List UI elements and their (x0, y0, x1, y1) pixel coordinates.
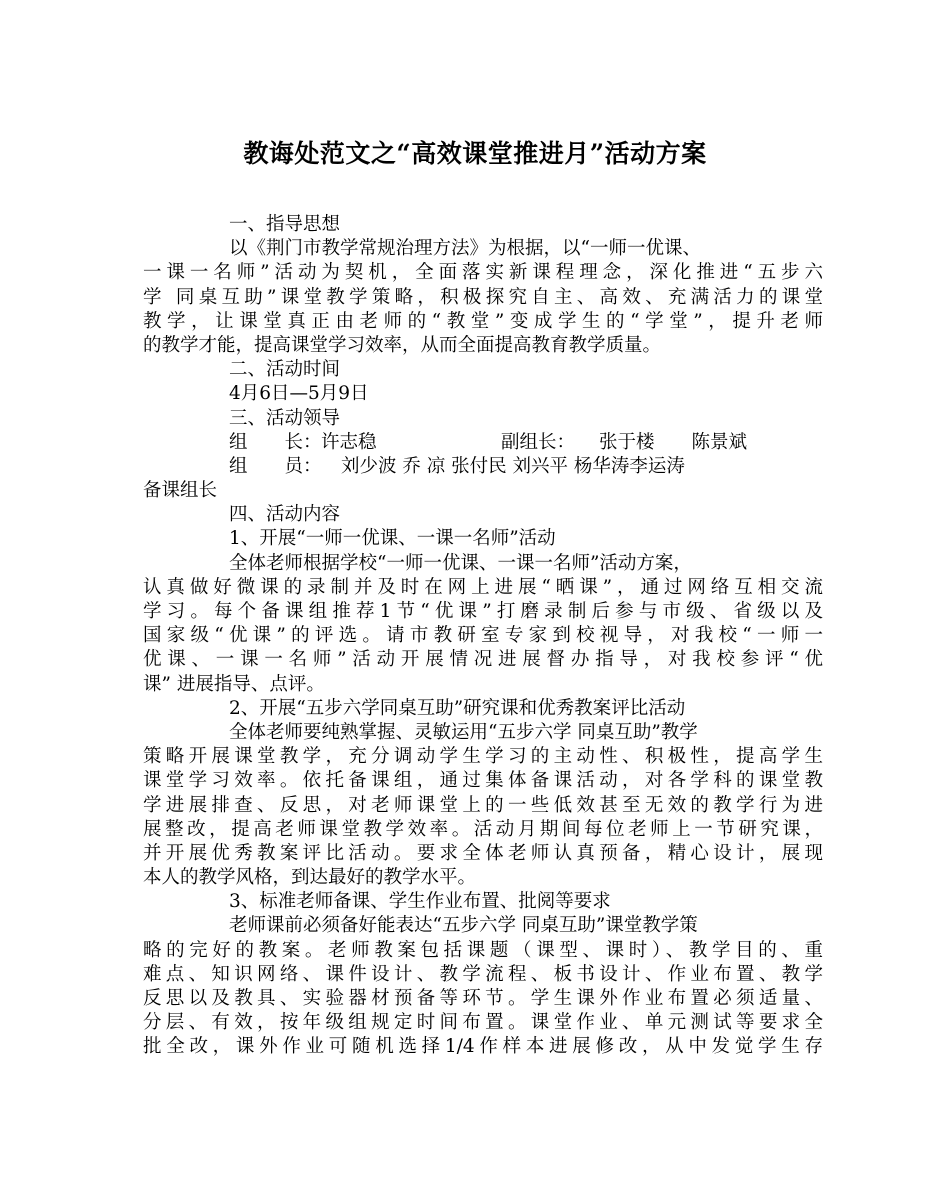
paragraph-line: 本人的教学风格，到达最好的教学水平。 (143, 867, 477, 889)
leader-row (143, 431, 823, 455)
item-heading: 2、开展“五步六学同桌互助”研究课和优秀教案评比活动 (229, 697, 686, 719)
paragraph-line: 课” 进展指导、点评。 (143, 673, 325, 695)
members-names: 刘少波 乔 凉 张付民 刘兴平 杨华涛李运涛 (341, 455, 685, 477)
paragraph-line: 一课一名师”活动为契机，全面落实新课程理念，深化推进“五步六 (143, 262, 823, 284)
paragraph-line: 老师课前必须备好能表达“五步六学 同桌互助”课堂教学策 (229, 915, 698, 937)
paragraph-line: 认真做好微课的录制并及时在网上进展“晒课”，通过网络互相交流 (143, 576, 823, 598)
paragraph-line: 反思以及教具、实验器材预备等环节。学生课外作业布置必须适量、 (143, 988, 823, 1009)
members-continued: 备课组长 (143, 480, 218, 502)
item-heading: 3、标准老师备课、学生作业布置、批阅等要求 (229, 891, 611, 913)
paragraph-line: 以《荆门市教学常规治理方法》为根据，以“一师一优课、 (229, 238, 701, 260)
leader-label: 组 长： (229, 431, 322, 453)
activity-time: 4月6日—5月9日 (229, 383, 369, 405)
paragraph-line: 分层、有效，按年级组规定时间布置。课堂作业、单元测试等要求全 (143, 1012, 823, 1034)
document-title: 教诲处范文之“高效课堂推进月”活动方案 (243, 139, 707, 168)
paragraph-line: 学进展排查、反思，对老师课堂上的一些低效甚至无效的教学行为进 (143, 794, 823, 816)
paragraph-line: 学习。每个备课组推荐1节“优课”打磨录制后参与市级、省级以及 (143, 601, 823, 622)
deputy-names: 张于楼 陈景斌 (599, 431, 748, 453)
members-label: 组 员： (229, 455, 322, 477)
leader-name: 许志稳 (321, 431, 377, 453)
paragraph-line: 展整改，提高老师课堂教学效率。活动月期间每位老师上一节研究课， (143, 818, 823, 840)
paragraph-line: 难点、知识网络、课件设计、教学流程、板书设计、作业布置、教学 (143, 963, 823, 985)
paragraph-line: 全体老师根据学校“一师一优课、一课一名师”活动方案， (229, 552, 692, 574)
paragraph-line: 批全改，课外作业可随机选择1/4作样本进展修改，从中发觉学生存 (143, 1036, 823, 1058)
section-heading: 一、指导思想 (229, 214, 341, 235)
paragraph-line: 课堂学习效率。依托备课组，通过集体备课活动，对各学科的课堂教 (143, 770, 823, 792)
paragraph-line: 略的完好的教案。老师教案包括课题（课型、课时）、教学目的、重 (143, 939, 823, 961)
paragraph-line: 全体老师要纯熟掌握、灵敏运用“五步六学 同桌互助”教学 (229, 721, 698, 743)
deputy-label: 副组长： (501, 431, 576, 453)
section-heading: 四、活动内容 (229, 504, 341, 526)
paragraph-line: 的教学才能，提高课堂学习效率，从而全面提高教育教学质量。 (143, 334, 662, 356)
paragraph-line: 教学，让课堂真正由老师的“教堂”变成学生的“学堂”，提升老师 (143, 310, 823, 332)
section-heading: 二、活动时间 (229, 359, 341, 381)
paragraph-line: 优课、一课一名师”活动开展情况进展督办指导，对我校参评“优 (143, 649, 823, 671)
item-heading: 1、开展“一师一优课、一课一名师”活动 (229, 528, 556, 550)
section-heading: 三、活动领导 (229, 407, 341, 429)
document-body (143, 213, 823, 1060)
paragraph-line: 国家级“优课”的评选。请市教研室专家到校视导，对我校“一师一 (143, 625, 823, 647)
paragraph-line: 策略开展课堂教学，充分调动学生学习的主动性、积极性，提高学生 (143, 746, 823, 768)
paragraph-line: 学 同桌互助”课堂教学策略，积极探究自主、高效、充满活力的课堂 (143, 286, 823, 308)
members-row (143, 455, 823, 479)
paragraph-line: 并开展优秀教案评比活动。要求全体老师认真预备，精心设计，展现 (143, 842, 823, 864)
